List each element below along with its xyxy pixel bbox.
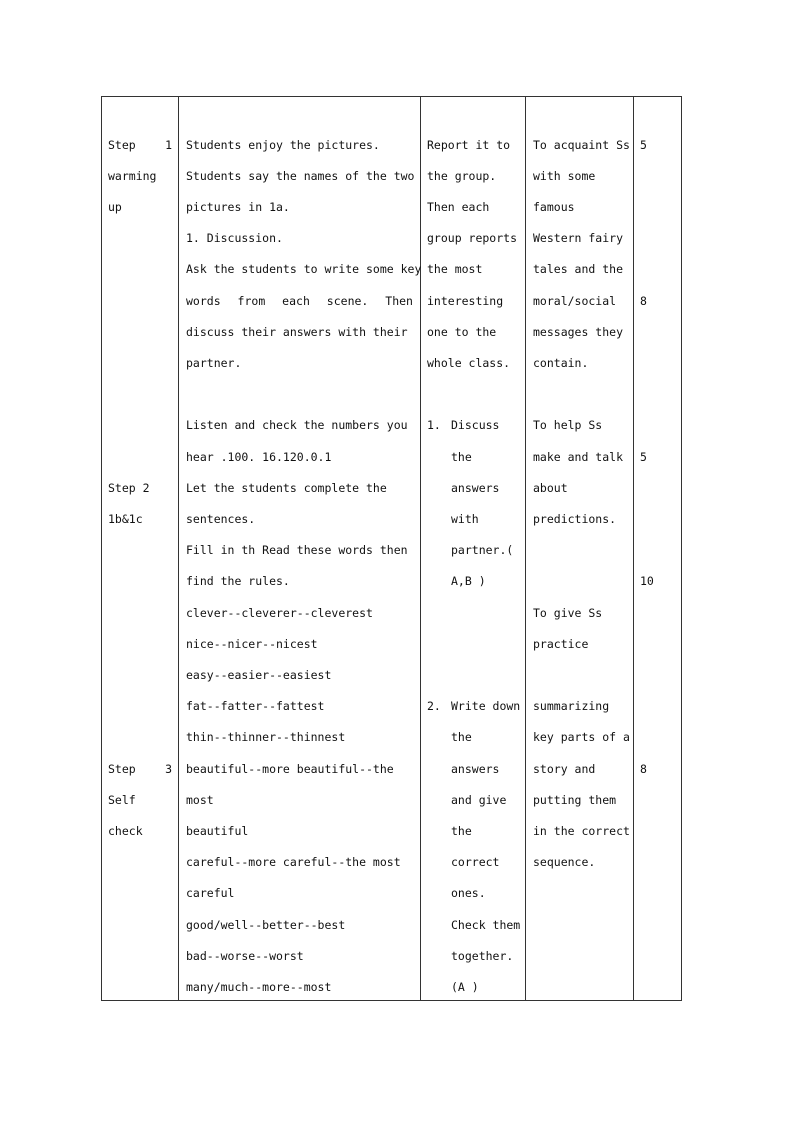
activity-line: Let the students complete the [186, 481, 387, 495]
activity-line: 1. Discussion. [186, 231, 283, 245]
purpose-line: sequence. [533, 855, 596, 869]
activity-line: careful--more careful--the most [186, 855, 401, 869]
purpose-line: famous [533, 200, 575, 214]
student-activity-line: the [451, 450, 472, 464]
activity-line: Students enjoy the pictures. [186, 138, 380, 152]
student-activity-line: partner.( [451, 543, 514, 557]
step1-name-cont: up [108, 200, 122, 214]
student-activity-line: answers [451, 481, 500, 495]
activity-line: Ask the students to write some key [186, 262, 422, 276]
student-activity-line: one to the [427, 325, 497, 339]
student-activity-line: and give [451, 793, 507, 807]
activity-line: thin--thinner--thinnest [186, 730, 346, 744]
purpose-line: summarizing [533, 699, 610, 713]
purpose-line: messages they [533, 325, 624, 339]
purpose-line: practice [533, 637, 589, 651]
activity-line: bad--worse--worst [186, 949, 304, 963]
step3-name: Self [108, 793, 136, 807]
purpose-line: predictions. [533, 512, 617, 526]
activity-line: words from each scene. Then [186, 294, 413, 308]
student-activity-line: group reports [427, 231, 518, 245]
activity-line: beautiful--more beautiful--the [186, 762, 394, 776]
purpose-line: contain. [533, 356, 589, 370]
purpose-line: story and [533, 762, 596, 776]
student-activity-line: ones. [451, 886, 486, 900]
activity-line: fat--fatter--fattest [186, 699, 325, 713]
student-activity-line: A,B ) [451, 574, 486, 588]
list-number: 2. [427, 699, 441, 713]
step2-label: Step 2 [108, 481, 150, 495]
list-number: 1. [427, 418, 441, 432]
student-activity-line: answers [451, 762, 500, 776]
time-value: 8 [640, 762, 647, 776]
activity-line: Fill in th Read these words then [186, 543, 408, 557]
activity-line: Listen and check the numbers you [186, 418, 408, 432]
activity-line: good/well--better--best [186, 918, 346, 932]
step1-label: Step 1 [108, 138, 172, 152]
activity-line: clever--cleverer--cleverest [186, 606, 373, 620]
purpose-line: To acquaint Ss [533, 138, 630, 152]
student-activity-line: Report it to [427, 138, 511, 152]
student-activity-line: Then each [427, 200, 490, 214]
purpose-line: To give Ss [533, 606, 603, 620]
purpose-line: To help Ss [533, 418, 603, 432]
time-value: 8 [640, 294, 647, 308]
activity-line: nice--nicer--nicest [186, 637, 318, 651]
student-activity-line: the [451, 730, 472, 744]
step3-name-cont: check [108, 824, 143, 838]
step2-name: 1b&1c [108, 512, 143, 526]
step1-name: warming [108, 169, 157, 183]
purpose-line: Western fairy [533, 231, 624, 245]
purpose-line: tales and the [533, 262, 624, 276]
activity-line: beautiful [186, 824, 249, 838]
activity-line: careful [186, 886, 235, 900]
student-activity-line: the group. [427, 169, 497, 183]
student-activity-line: together. [451, 949, 514, 963]
activity-line: discuss their answers with their [186, 325, 408, 339]
purpose-line: make and talk [533, 450, 624, 464]
time-value: 10 [640, 574, 654, 588]
activity-line: find the rules. [186, 574, 290, 588]
student-activity-line: interesting [427, 294, 504, 308]
student-activity-line: Discuss [451, 418, 500, 432]
purpose-line: key parts of a [533, 730, 630, 744]
activity-line: easy--easier--easiest [186, 668, 332, 682]
purpose-line: with some [533, 169, 596, 183]
activity-line: Students say the names of the two [186, 169, 415, 183]
time-value: 5 [640, 138, 647, 152]
student-activity-line: Check them [451, 918, 521, 932]
student-activity-line: whole class. [427, 356, 511, 370]
activity-line: hear .100. 16.120.0.1 [186, 450, 332, 464]
activity-line: sentences. [186, 512, 256, 526]
purpose-line: in the correct [533, 824, 630, 838]
purpose-line: about [533, 481, 568, 495]
student-activity-line: correct [451, 855, 500, 869]
column-divider [420, 96, 421, 1001]
column-divider [525, 96, 526, 1001]
student-activity-line: (A ) [451, 980, 479, 994]
student-activity-line: the [451, 824, 472, 838]
student-activity-line: Write down [451, 699, 521, 713]
purpose-line: moral/social [533, 294, 617, 308]
purpose-line: putting them [533, 793, 617, 807]
activity-line: pictures in 1a. [186, 200, 290, 214]
activity-line: partner. [186, 356, 242, 370]
column-divider [633, 96, 634, 1001]
activity-line: many/much--more--most [186, 980, 332, 994]
step3-label: Step 3 [108, 762, 172, 776]
time-value: 5 [640, 450, 647, 464]
student-activity-line: with [451, 512, 479, 526]
activity-line: most [186, 793, 214, 807]
column-divider [178, 96, 179, 1001]
student-activity-line: the most [427, 262, 483, 276]
